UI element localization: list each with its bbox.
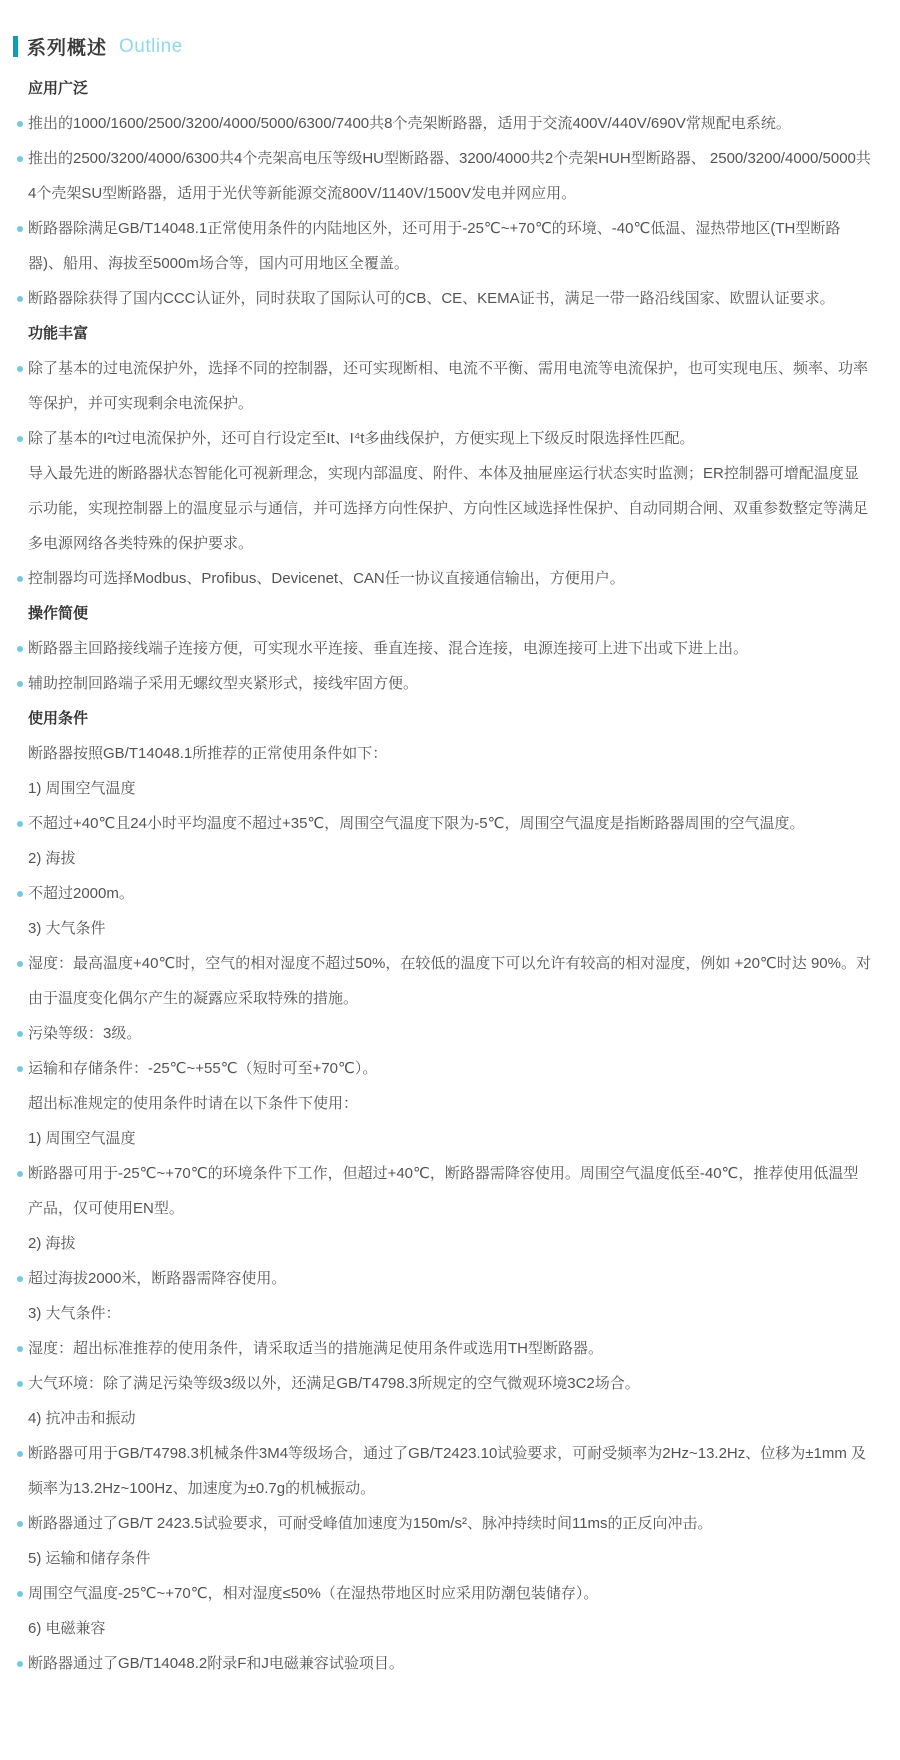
bullet-icon xyxy=(17,1171,23,1177)
numbered-item xyxy=(28,841,872,876)
item-text: 断路器主回路接线端子连接方便，可实现水平连接、垂直连接、混合连接，电源连接可上进下出或下进上出。 xyxy=(28,640,749,657)
numbered-item xyxy=(28,1401,872,1436)
item-text: 断路器通过了GB/T 2423.5试验要求，可耐受峰值加速度为150m/s²、脉冲持续时间11ms的正反向冲击。 xyxy=(28,1515,713,1532)
bullet-icon xyxy=(17,961,23,967)
item-text: 断路器除获得了国内CCC认证外，同时获取了国际认可的CB、CE、KEMA证书，满足一带一路沿线国家、欧盟认证要求。 xyxy=(28,290,835,307)
section-heading: 使用条件 xyxy=(28,710,89,727)
item-text: 断路器可用于GB/T4798.3机械条件3M4等级场合，通过了GB/T2423.10试验要求，可耐受频率为2Hz~13.2Hz、位移为±1mm 及频率为13.2Hz~100Hz、加速度为±0.7g的机械振动。 xyxy=(28,1445,866,1497)
bullet-icon xyxy=(17,1381,23,1387)
item-text: 4) 抗冲击和振动 xyxy=(28,1410,136,1427)
item-text: 3) 大气条件 xyxy=(28,920,106,937)
paragraph-item xyxy=(28,456,872,561)
bullet-icon xyxy=(17,891,23,897)
content-area xyxy=(0,60,900,1721)
item-text: 1) 周围空气温度 xyxy=(28,1130,136,1147)
item-text: 断路器按照GB/T14048.1所推荐的正常使用条件如下： xyxy=(28,745,388,762)
item-text: 辅助控制回路端子采用无螺纹型夹紧形式，接线牢固方便。 xyxy=(28,675,419,692)
bullet-item xyxy=(28,281,872,316)
item-text: 1) 周围空气温度 xyxy=(28,780,136,797)
item-text: 推出的2500/3200/4000/6300共4个壳架高电压等级HU型断路器、3200/4000共2个壳架HUH型断路器、 2500/3200/4000/5000共4个壳架SU型断路器，适用于光伏等新能源交流800V/1140V/1500V发电并网应用。 xyxy=(28,150,871,202)
bullet-item xyxy=(28,1331,872,1366)
bullet-item xyxy=(28,1366,872,1401)
bullet-item xyxy=(28,876,872,911)
item-text: 超出标准规定的使用条件时请在以下条件下使用： xyxy=(28,1095,359,1112)
item-text: 不超过+40℃且24小时平均温度不超过+35℃，周围空气温度下限为-5℃，周围空气温度是指断路器周围的空气温度。 xyxy=(28,815,805,832)
item-text: 3) 大气条件： xyxy=(28,1305,121,1322)
item-text: 周围空气温度-25℃~+70℃，相对湿度≤50%（在湿热带地区时应采用防潮包装储存）。 xyxy=(28,1585,599,1602)
item-text: 推出的1000/1600/2500/3200/4000/5000/6300/7400共8个壳架断路器，适用于交流400V/440V/690V常规配电系统。 xyxy=(28,115,791,132)
bullet-item xyxy=(28,1156,872,1226)
item-text: 除了基本的过电流保护外，选择不同的控制器，还可实现断相、电流不平衡、需用电流等电流保护，也可实现电压、频率、功率等保护，并可实现剩余电流保护。 xyxy=(28,360,869,412)
bullet-item xyxy=(28,351,872,421)
accent-bar-icon xyxy=(13,36,18,57)
page-header xyxy=(0,0,900,60)
item-text: 断路器可用于-25℃~+70℃的环境条件下工作，但超过+40℃，断路器需降容使用。周围空气温度低至-40℃，推荐使用低温型产品，仅可使用EN型。 xyxy=(28,1165,859,1217)
bullet-icon xyxy=(17,121,23,127)
bullet-icon xyxy=(17,646,23,652)
page-title: 系列概述 xyxy=(27,38,108,59)
bullet-icon xyxy=(17,1451,23,1457)
section-heading: 应用广泛 xyxy=(28,80,89,97)
bullet-item xyxy=(28,666,872,701)
section-heading: 操作简便 xyxy=(28,605,89,622)
numbered-item xyxy=(28,1611,872,1646)
bullet-icon xyxy=(17,1346,23,1352)
numbered-item xyxy=(28,1226,872,1261)
bullet-item xyxy=(28,1261,872,1296)
bullet-item xyxy=(28,211,872,281)
bullet-icon xyxy=(17,576,23,582)
paragraph-item xyxy=(28,1086,872,1121)
bullet-item xyxy=(28,106,872,141)
numbered-item xyxy=(28,771,872,806)
bullet-icon xyxy=(17,1661,23,1667)
bullet-icon xyxy=(17,1591,23,1597)
numbered-item xyxy=(28,1541,872,1576)
item-text: 除了基本的I²t过电流保护外，还可自行设定至It、I⁴t多曲线保护，方便实现上下级反时限选择性匹配。 xyxy=(28,430,695,447)
bullet-icon xyxy=(17,296,23,302)
item-text: 控制器均可选择Modbus、Profibus、Devicenet、CAN任一协议直接通信输出，方便用户。 xyxy=(28,570,625,587)
bullet-item xyxy=(28,561,872,596)
bullet-item xyxy=(28,946,872,1016)
bullet-item xyxy=(28,1016,872,1051)
bullet-icon xyxy=(17,1521,23,1527)
item-text: 5) 运输和储存条件 xyxy=(28,1550,151,1567)
bullet-icon xyxy=(17,1066,23,1072)
bullet-icon xyxy=(17,226,23,232)
numbered-item xyxy=(28,1121,872,1156)
item-text: 2) 海拔 xyxy=(28,850,76,867)
bullet-icon xyxy=(17,1276,23,1282)
item-text: 导入最先进的断路器状态智能化可视新理念，实现内部温度、附件、本体及抽屉座运行状态实时监测；ER控制器可增配温度显示功能，实现控制器上的温度显示与通信，并可选择方向性保护、方向性区域选择性保护、自动同期合闸、双重参数整定等满足多电源网络各类特殊的保护要求。 xyxy=(28,465,869,552)
numbered-item xyxy=(28,1296,872,1331)
bullet-item xyxy=(28,631,872,666)
page-subtitle: Outline xyxy=(119,35,183,57)
item-text: 6) 电磁兼容 xyxy=(28,1620,106,1637)
bullet-item xyxy=(28,1436,872,1506)
item-text: 湿度：最高温度+40℃时，空气的相对湿度不超过50%，在较低的温度下可以允许有较高的相对湿度，例如 +20℃时达 90%。对由于温度变化偶尔产生的凝露应采取特殊的措施。 xyxy=(28,955,871,1007)
bullet-icon xyxy=(17,681,23,687)
bullet-item xyxy=(28,421,872,456)
item-text: 大气环境：除了满足污染等级3级以外，还满足GB/T4798.3所规定的空气微观环境3C2场合。 xyxy=(28,1375,640,1392)
section-heading: 功能丰富 xyxy=(28,325,89,342)
bullet-icon xyxy=(17,1031,23,1037)
item-text: 污染等级：3级。 xyxy=(28,1025,142,1042)
item-text: 断路器除满足GB/T14048.1正常使用条件的内陆地区外，还可用于-25℃~+70℃的环境、-40℃低温、湿热带地区(TH型断路器)、船用、海拔至5000m场合等，国内可用地区全覆盖。 xyxy=(28,220,841,272)
bullet-item xyxy=(28,1506,872,1541)
bullet-item xyxy=(28,1051,872,1086)
bullet-icon xyxy=(17,366,23,372)
bullet-icon xyxy=(17,436,23,442)
bullet-item xyxy=(28,1576,872,1611)
item-text: 湿度：超出标准推荐的使用条件，请采取适当的措施满足使用条件或选用TH型断路器。 xyxy=(28,1340,603,1357)
item-text: 断路器通过了GB/T14048.2附录F和J电磁兼容试验项目。 xyxy=(28,1655,404,1672)
numbered-item xyxy=(28,911,872,946)
bullet-icon xyxy=(17,156,23,162)
bullet-item xyxy=(28,141,872,211)
bullet-item xyxy=(28,1646,872,1681)
item-text: 超过海拔2000米，断路器需降容使用。 xyxy=(28,1270,287,1287)
bullet-icon xyxy=(17,821,23,827)
paragraph-item xyxy=(28,736,872,771)
item-text: 不超过2000m。 xyxy=(28,885,134,902)
bullet-item xyxy=(28,806,872,841)
item-text: 2) 海拔 xyxy=(28,1235,76,1252)
item-text: 运输和存储条件：-25℃~+55℃（短时可至+70℃）。 xyxy=(28,1060,378,1077)
